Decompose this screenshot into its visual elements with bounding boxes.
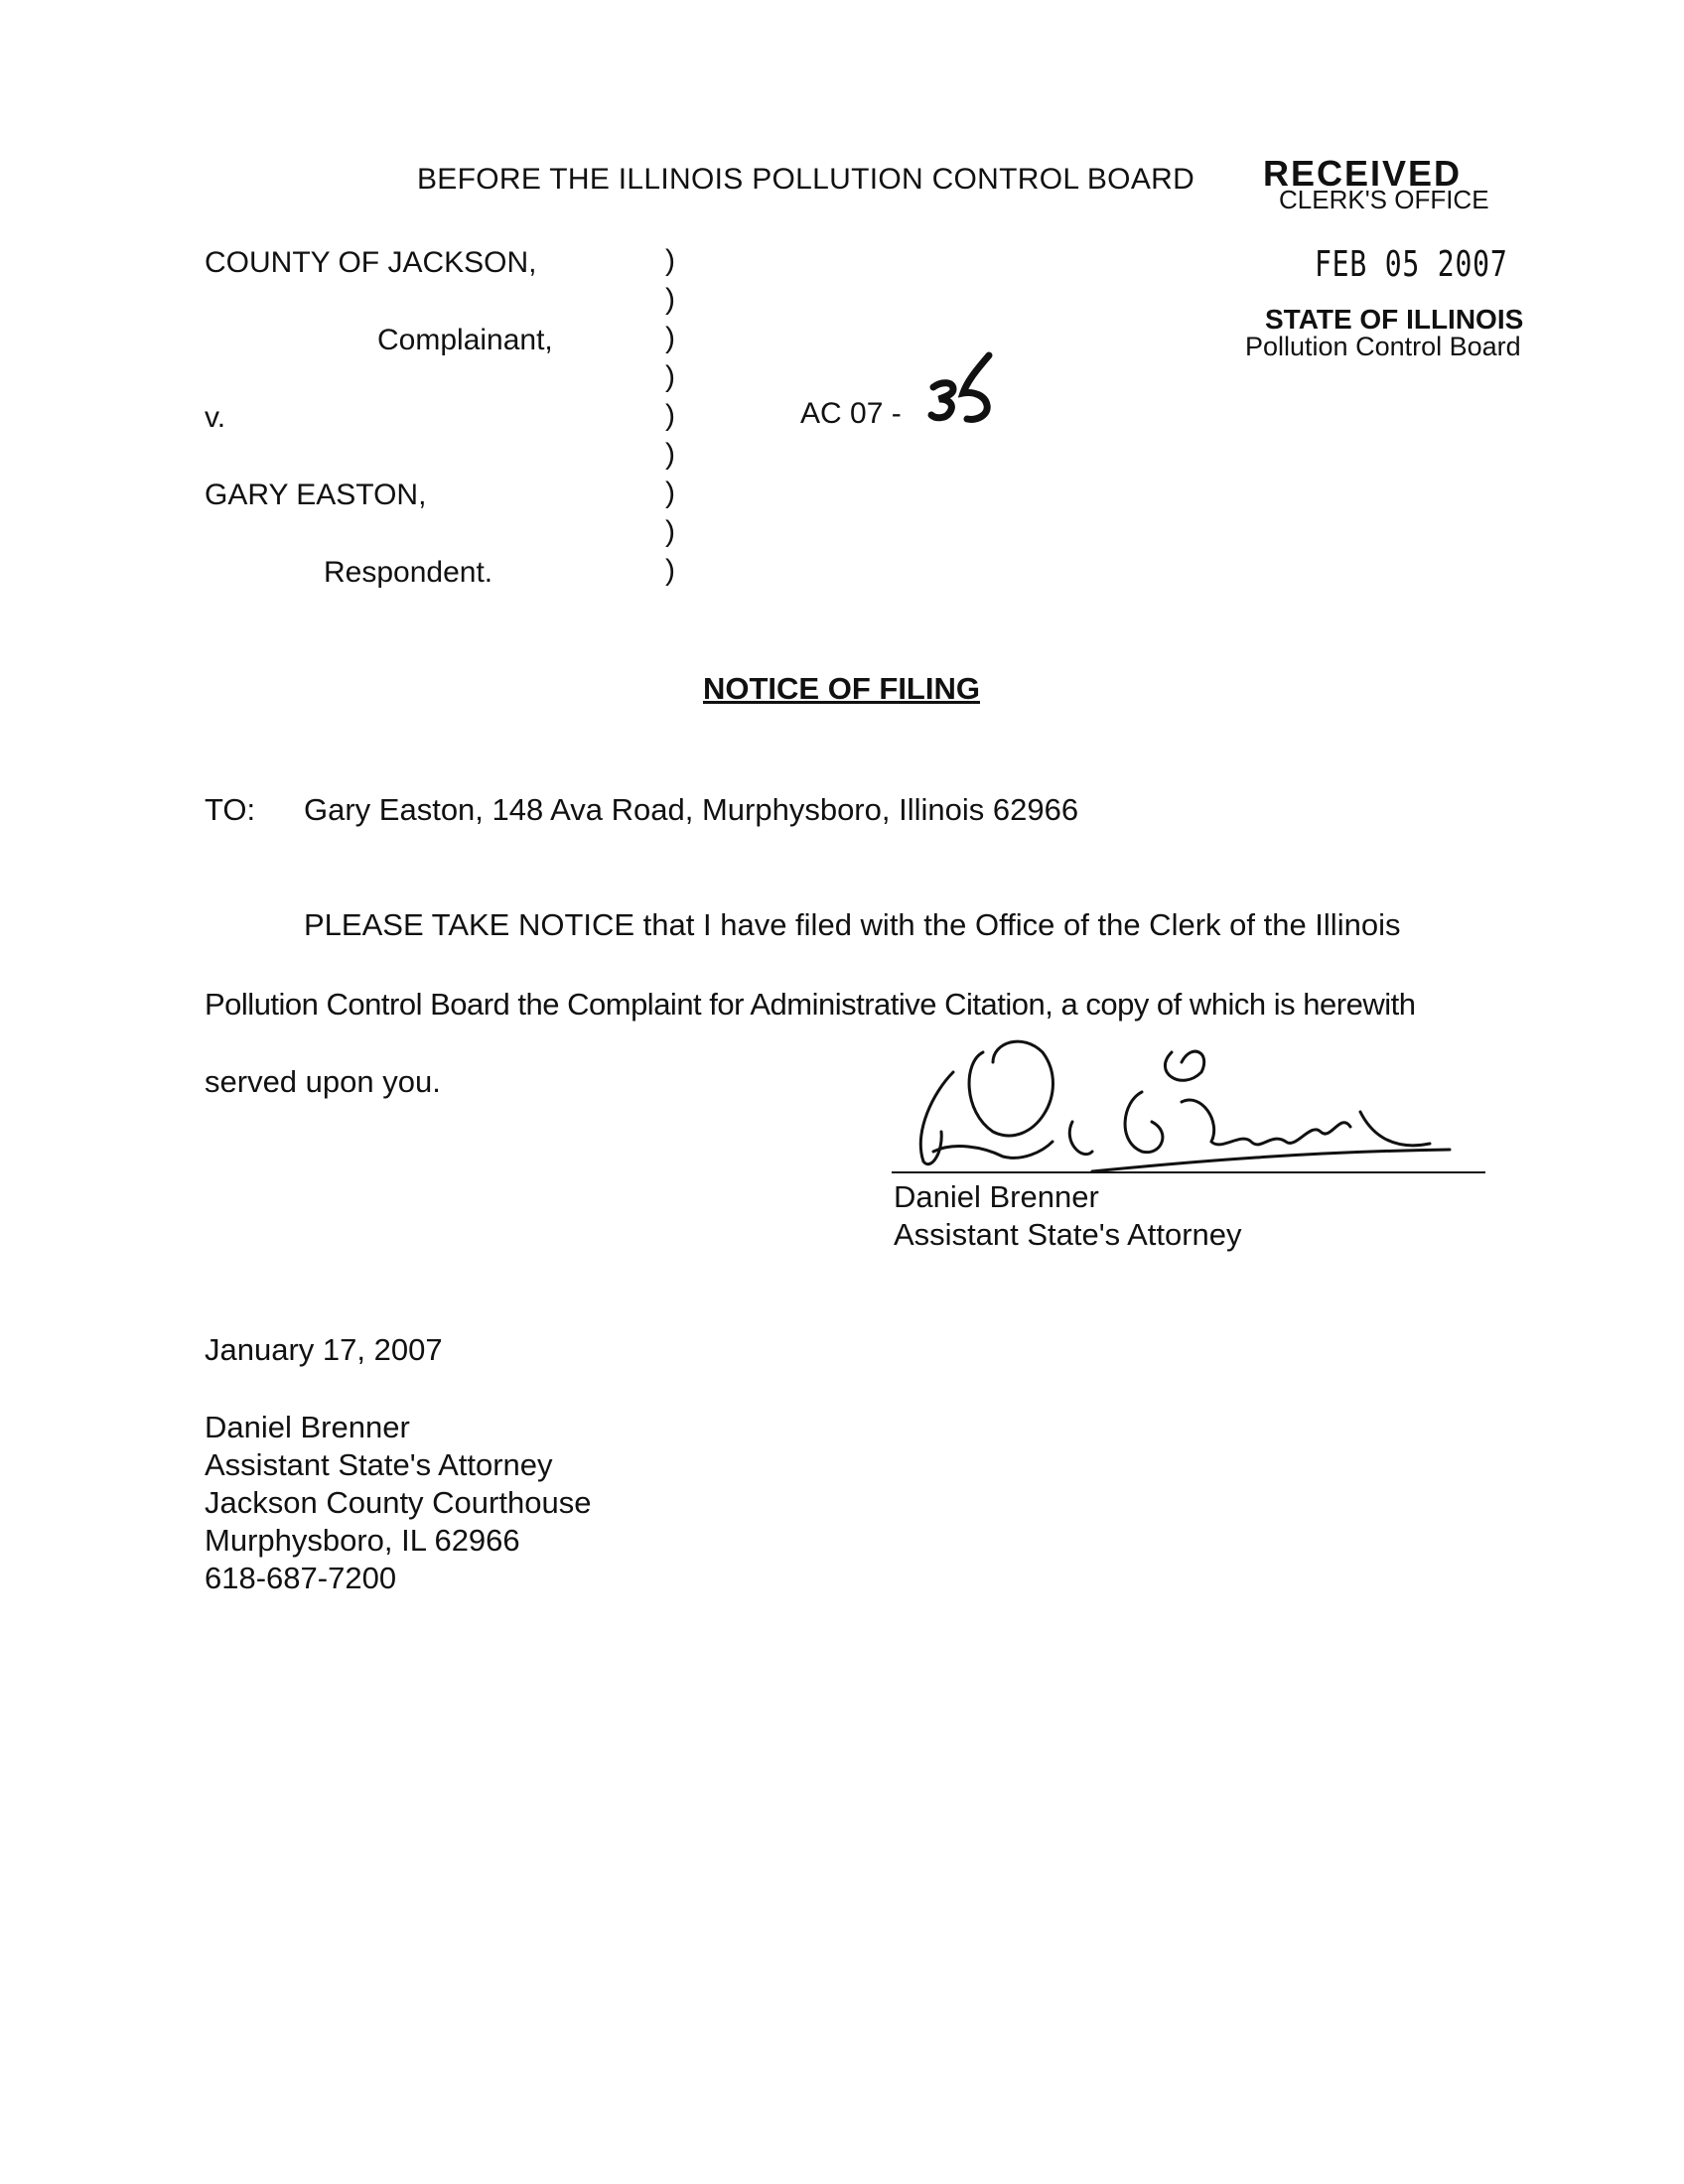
state-stamp: STATE OF ILLINOIS bbox=[1265, 304, 1524, 335]
notice-paragraph-line: served upon you. bbox=[205, 1064, 441, 1099]
notice-title: NOTICE OF FILING bbox=[703, 671, 980, 706]
author-name: Daniel Brenner bbox=[205, 1410, 410, 1444]
versus-label: v. bbox=[205, 401, 226, 434]
caption-parenthesis: ) bbox=[665, 477, 675, 509]
caption-parenthesis: ) bbox=[665, 360, 675, 393]
complainant-label: Complainant, bbox=[377, 324, 553, 356]
received-stamp: RECEIVED bbox=[1263, 153, 1463, 194]
case-number-prefix: AC 07 - bbox=[800, 397, 902, 430]
caption-parenthesis: ) bbox=[665, 438, 675, 471]
county-party: COUNTY OF JACKSON, bbox=[205, 246, 537, 279]
signature-line bbox=[892, 1171, 1485, 1173]
caption-parenthesis: ) bbox=[665, 322, 675, 354]
signer-title: Assistant State's Attorney bbox=[894, 1217, 1242, 1252]
caption-parenthesis: ) bbox=[665, 554, 675, 587]
caption-parenthesis: ) bbox=[665, 283, 675, 316]
handwritten-case-number bbox=[927, 341, 1017, 441]
author-city: Murphysboro, IL 62966 bbox=[205, 1523, 520, 1558]
notice-paragraph-line: PLEASE TAKE NOTICE that I have filed with the Office of the Clerk of the Illinois bbox=[304, 907, 1401, 942]
notice-paragraph-line: Pollution Control Board the Complaint for Administrative Citation, a copy of which is herewith bbox=[205, 987, 1416, 1022]
respondent-label: Respondent. bbox=[324, 556, 493, 589]
author-title: Assistant State's Attorney bbox=[205, 1447, 553, 1482]
author-office: Jackson County Courthouse bbox=[205, 1485, 592, 1520]
to-address: Gary Easton, 148 Ava Road, Murphysboro, Illinois 62966 bbox=[304, 792, 1079, 827]
caption-parenthesis: ) bbox=[665, 515, 675, 548]
handwritten-signature bbox=[894, 1032, 1489, 1181]
received-date-stamp: FEB 05 2007 bbox=[1315, 244, 1508, 285]
board-stamp: Pollution Control Board bbox=[1245, 332, 1521, 361]
caption-parenthesis: ) bbox=[665, 244, 675, 277]
signer-name: Daniel Brenner bbox=[894, 1179, 1099, 1214]
to-label: TO: bbox=[205, 792, 256, 827]
author-phone: 618-687-7200 bbox=[205, 1561, 397, 1595]
board-heading: BEFORE THE ILLINOIS POLLUTION CONTROL BOARD bbox=[417, 163, 1195, 196]
document-date: January 17, 2007 bbox=[205, 1332, 443, 1367]
respondent-party: GARY EASTON, bbox=[205, 478, 427, 511]
caption-parenthesis: ) bbox=[665, 399, 675, 432]
clerks-office-stamp: CLERK'S OFFICE bbox=[1279, 185, 1489, 214]
